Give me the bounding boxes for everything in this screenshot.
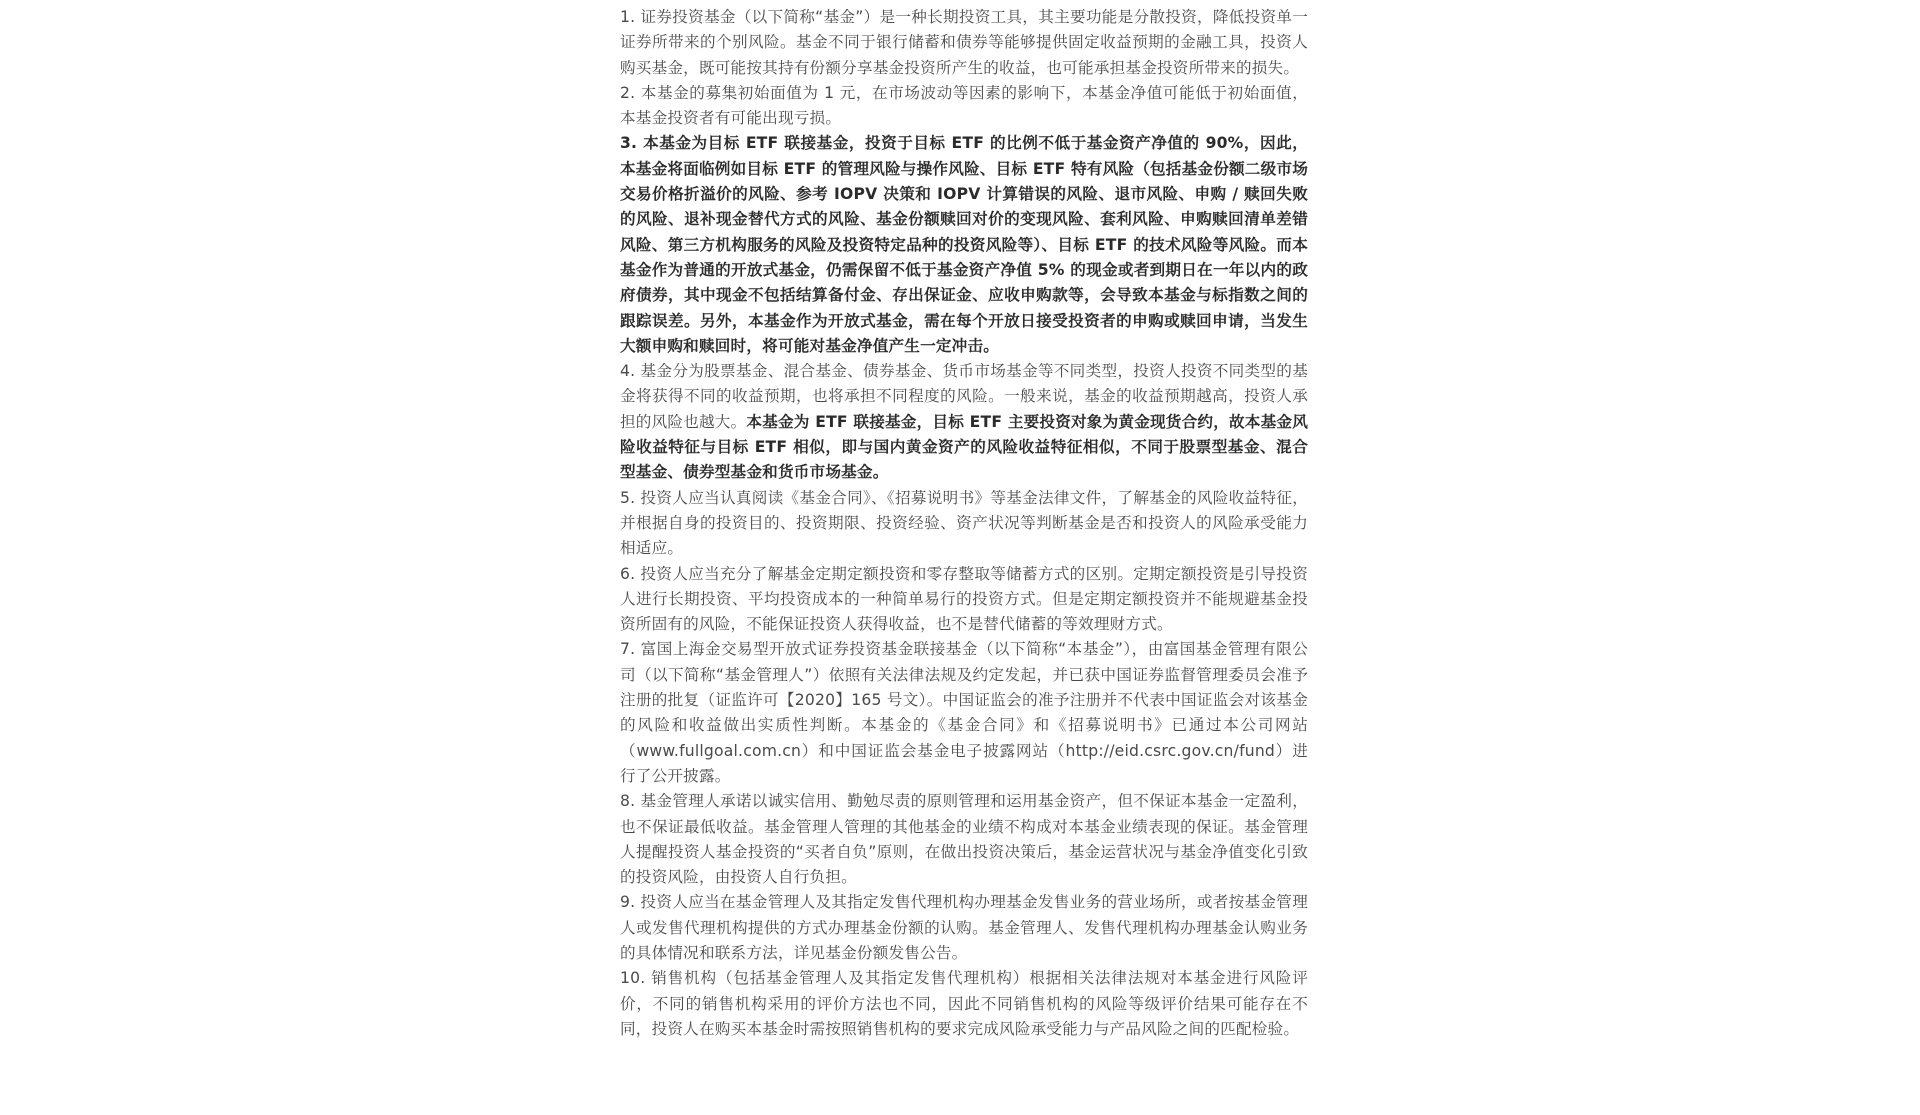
paragraph-emphasis-text: 本基金为 ETF 联接基金，目标 ETF 主要投资对象为黄金现货合约，故本基金风险收益特征与目标 ETF 相似，即与国内黄金资产的风险收益特征相似，不同于股票型基金、混合型基金、债券型基金和货币市场基金。 xyxy=(620,412,1308,482)
paragraph-5 xyxy=(620,486,1308,562)
paragraph-1 xyxy=(620,5,1308,81)
paragraph-text: 1. 证券投资基金（以下简称“基金”）是一种长期投资工具，其主要功能是分散投资，降低投资单一证券所带来的个别风险。基金不同于银行储蓄和债券等能够提供固定收益预期的金融工具，投资人购买基金，既可能按其持有份额分享基金投资所产生的收益，也可能承担基金投资所带来的损失。 xyxy=(620,8,1308,77)
paragraph-text: 5. 投资人应当认真阅读《基金合同》、《招募说明书》等基金法律文件，了解基金的风险收益特征，并根据自身的投资目的、投资期限、投资经验、资产状况等判断基金是否和投资人的风险承受能力相适应。 xyxy=(620,488,1308,558)
paragraph-text: 7. 富国上海金交易型开放式证券投资基金联接基金（以下简称“本基金”），由富国基金管理有限公司（以下简称“基金管理人”）依照有关法律法规及约定发起，并已获中国证券监督管理委员会准予注册的批复（证监许可【2020】165 号文）。中国证监会的准予注册并不代表中国证监会对该基金的风险和收益做出实质性判断。本基金的《基金合同》和《招募说明书》已通过本公司网站（www.fullgoal.com.cn）和中国证监会基金电子披露网站（http://eid.csrc.gov.cn/fund）进行了公开披露。 xyxy=(620,640,1308,785)
paragraph-8 xyxy=(620,789,1308,890)
paragraph-6 xyxy=(620,562,1308,638)
paragraph-text: 6. 投资人应当充分了解基金定期定额投资和零存整取等储蓄方式的区别。定期定额投资是引导投资人进行长期投资、平均投资成本的一种简单易行的投资方式。但是定期定额投资并不能规避基金投资所固有的风险，不能保证投资人获得收益，也不是替代储蓄的等效理财方式。 xyxy=(620,564,1308,634)
paragraph-emphasis-text: 3. 本基金为目标 ETF 联接基金，投资于目标 ETF 的比例不低于基金资产净值的 90%，因此，本基金将面临例如目标 ETF 的管理风险与操作风险、目标 ETF 特有风险（包括基金份额二级市场交易价格折溢价的风险、参考 IOPV 决策和 IOPV 计算错误的风险、退市风险、申购 / 赎回失败的风险、退补现金替代方式的风险、基金份额赎回对价的变现风险、套利风险、申购赎回清单差错风险、第三方机构服务的风险及投资特定品种的投资风险等）、目标 ETF 的技术风险等风险。而本基金作为普通的开放式基金，仍需保留不低于基金资产净值 5% 的现金或者到期日在一年以内的政府债券，其中现金不包括结算备付金、存出保证金、应收申购款等，会导致本基金与标指数之间的跟踪误差。另外，本基金作为开放式基金，需在每个开放日接受投资者的申购或赎回申请，当发生大额申购和赎回时，将可能对基金净值产生一定冲击。 xyxy=(620,134,1308,355)
paragraph-text: 8. 基金管理人承诺以诚实信用、勤勉尽责的原则管理和运用基金资产，但不保证本基金一定盈利，也不保证最低收益。基金管理人管理的其他基金的业绩不构成对本基金业绩表现的保证。基金管理人提醒投资人基金投资的“买者自负”原则，在做出投资决策后，基金运营状况与基金净值变化引致的投资风险，由投资人自行负担。 xyxy=(620,792,1308,887)
paragraph-7 xyxy=(620,637,1308,789)
paragraph-text: 2. 本基金的募集初始面值为 1 元，在市场波动等因素的影响下，本基金净值可能低于初始面值，本基金投资者有可能出现亏损。 xyxy=(620,83,1308,128)
paragraph-text: 9. 投资人应当在基金管理人及其指定发售代理机构办理基金发售业务的营业场所，或者按基金管理人或发售代理机构提供的方式办理基金份额的认购。基金管理人、发售代理机构办理基金认购业务的具体情况和联系方法，详见基金份额发售公告。 xyxy=(620,893,1308,962)
paragraph-text: 10. 销售机构（包括基金管理人及其指定发售代理机构）根据相关法律法规对本基金进行风险评价，不同的销售机构采用的评价方法也不同，因此不同销售机构的风险等级评价结果可能存在不同，投资人在购买本基金时需按照销售机构的要求完成风险承受能力与产品风险之间的匹配检验。 xyxy=(620,969,1308,1038)
paragraph-9 xyxy=(620,890,1308,966)
paragraph-3 xyxy=(620,131,1308,359)
paragraph-2 xyxy=(620,81,1308,132)
paragraph-text: 4. 基金分为股票基金、混合基金、债券基金、货币市场基金等不同类型，投资人投资不同类型的基金将获得不同的收益预期，也将承担不同程度的风险。一般来说，基金的收益预期越高，投资人承担的风险也越大。 xyxy=(620,362,1308,431)
risk-disclosure-document xyxy=(620,5,1308,1042)
paragraph-4 xyxy=(620,359,1308,485)
paragraph-10 xyxy=(620,966,1308,1042)
